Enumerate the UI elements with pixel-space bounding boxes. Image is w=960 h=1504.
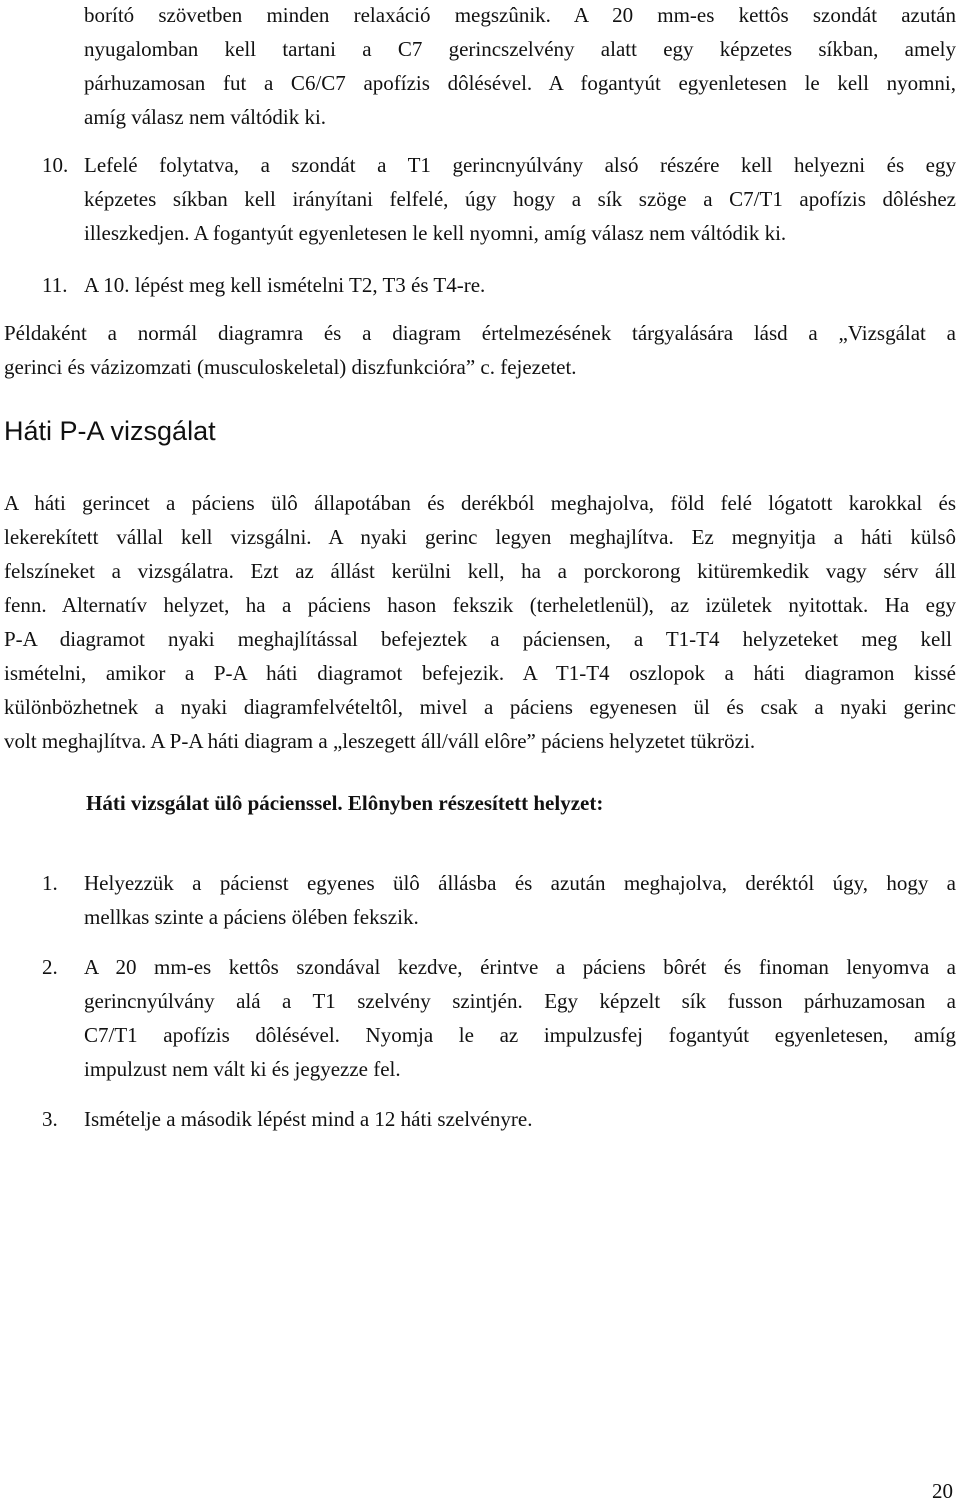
section-line: különbözhetnek a nyaki diagramfelvételtôl, mivel a páciens egyenesen ül és csak a nyaki gerinc: [4, 695, 956, 719]
example-line: gerinci és vázizomzati (musculoskeletal) diszfunkcióra” c. fejezetet.: [4, 355, 577, 379]
step-2-line: impulzust nem vált ki és jegyezze fel.: [84, 1057, 401, 1081]
step-11-number: 11.: [42, 273, 68, 297]
step-1-line: mellkas szinte a páciens ölében fekszik.: [84, 905, 419, 929]
step-1-number: 1.: [42, 871, 58, 895]
example-line: Példaként a normál diagramra és a diagram értelmezésének tárgyalására lásd a „Vizsgálat a: [4, 321, 956, 345]
section-line: fenn. Alternatív helyzet, ha a páciens hason fekszik (terheletlenül), az izületek nyitottak. Ha egy: [4, 593, 956, 617]
step-3-line: Ismételje a második lépést mind a 12 háti szelvényre.: [84, 1107, 533, 1131]
section-line: lekerekített vállal kell vizsgálni. A nyaki gerinc legyen meghajlítva. Ez megnyitja a háti külsô: [4, 525, 956, 549]
step-10-line: Lefelé folytatva, a szondát a T1 gerincnyúlvány alsó részére kell helyezni és egy: [84, 153, 956, 177]
step-1-line: Helyezzük a pácienst egyenes ülô állásba és azután meghajolva, deréktól úgy, hogy a: [84, 871, 956, 895]
section-line: ismételni, amikor a P-A háti diagramot befejezik. A T1-T4 oszlopok a háti diagramon kissé: [4, 661, 956, 685]
step-10-text: [84, 148, 956, 250]
step-11-text: A 10. lépést meg kell ismételni T2, T3 és T4-re.: [84, 273, 486, 297]
step-2-line: C7/T1 apofízis dôlésével. Nyomja le az impulzusfej fogantyút egyenletesen, amíg: [84, 1023, 956, 1047]
section-line: volt meghajlítva. A P-A háti diagram a „leszegett áll/váll elôre” páciens helyzetet tükrözi.: [4, 729, 756, 753]
intro-paragraph: [84, 0, 956, 134]
intro-line: nyugalomban kell tartani a C7 gerincszelvény alatt egy képzetes síkban, amely: [84, 37, 956, 61]
section-line: P-A diagramot nyaki meghajlítással befejeztek a páciensen, a T1-T4 helyzeteket meg kell: [4, 627, 952, 651]
section-paragraph: [4, 486, 956, 758]
step-3-number: 3.: [42, 1107, 58, 1131]
step-10-number: 10.: [42, 153, 69, 177]
step-2-number: 2.: [42, 955, 58, 979]
subheading: Háti vizsgálat ülô pácienssel. Elônyben részesített helyzet:: [86, 791, 604, 815]
step-2-line: A 20 mm-es kettôs szondával kezdve, érintve a páciens bôrét és finoman lenyomva a: [84, 955, 956, 979]
intro-line: amíg válasz nem váltódik ki.: [84, 105, 327, 129]
section-line: A háti gerincet a páciens ülô állapotában és derékból meghajolva, föld felé lógatott karokkal és: [4, 491, 956, 515]
intro-line: párhuzamosan fut a C6/C7 apofízis dôlésével. A fogantyút egyenletesen le kell nyomni,: [84, 71, 956, 95]
example-paragraph: [4, 316, 956, 384]
page-number: 20: [932, 1479, 953, 1503]
step-3-text: [84, 1102, 956, 1136]
step-2-line: gerincnyúlvány alá a T1 szelvény szintjén. Egy képzelt sík fusson párhuzamosan a: [84, 989, 956, 1013]
step-10-line: képzetes síkban kell irányítani felfelé, úgy hogy a sík szöge a C7/T1 apofízis dôléshez: [84, 187, 956, 211]
section-title: Háti P-A vizsgálat: [4, 416, 216, 446]
step-1-text: [84, 866, 956, 934]
section-line: felszíneket a vizsgálatra. Ezt az állást kerülni kell, ha a porckorong kitüremkedik vagy sérv áll: [4, 559, 956, 583]
intro-line: borító szövetben minden relaxáció megszûnik. A 20 mm-es kettôs szondát azután: [84, 3, 956, 27]
step-10-line: illeszkedjen. A fogantyút egyenletesen le kell nyomni, amíg válasz nem váltódik ki.: [84, 221, 787, 245]
step-2-text: [84, 950, 956, 1086]
